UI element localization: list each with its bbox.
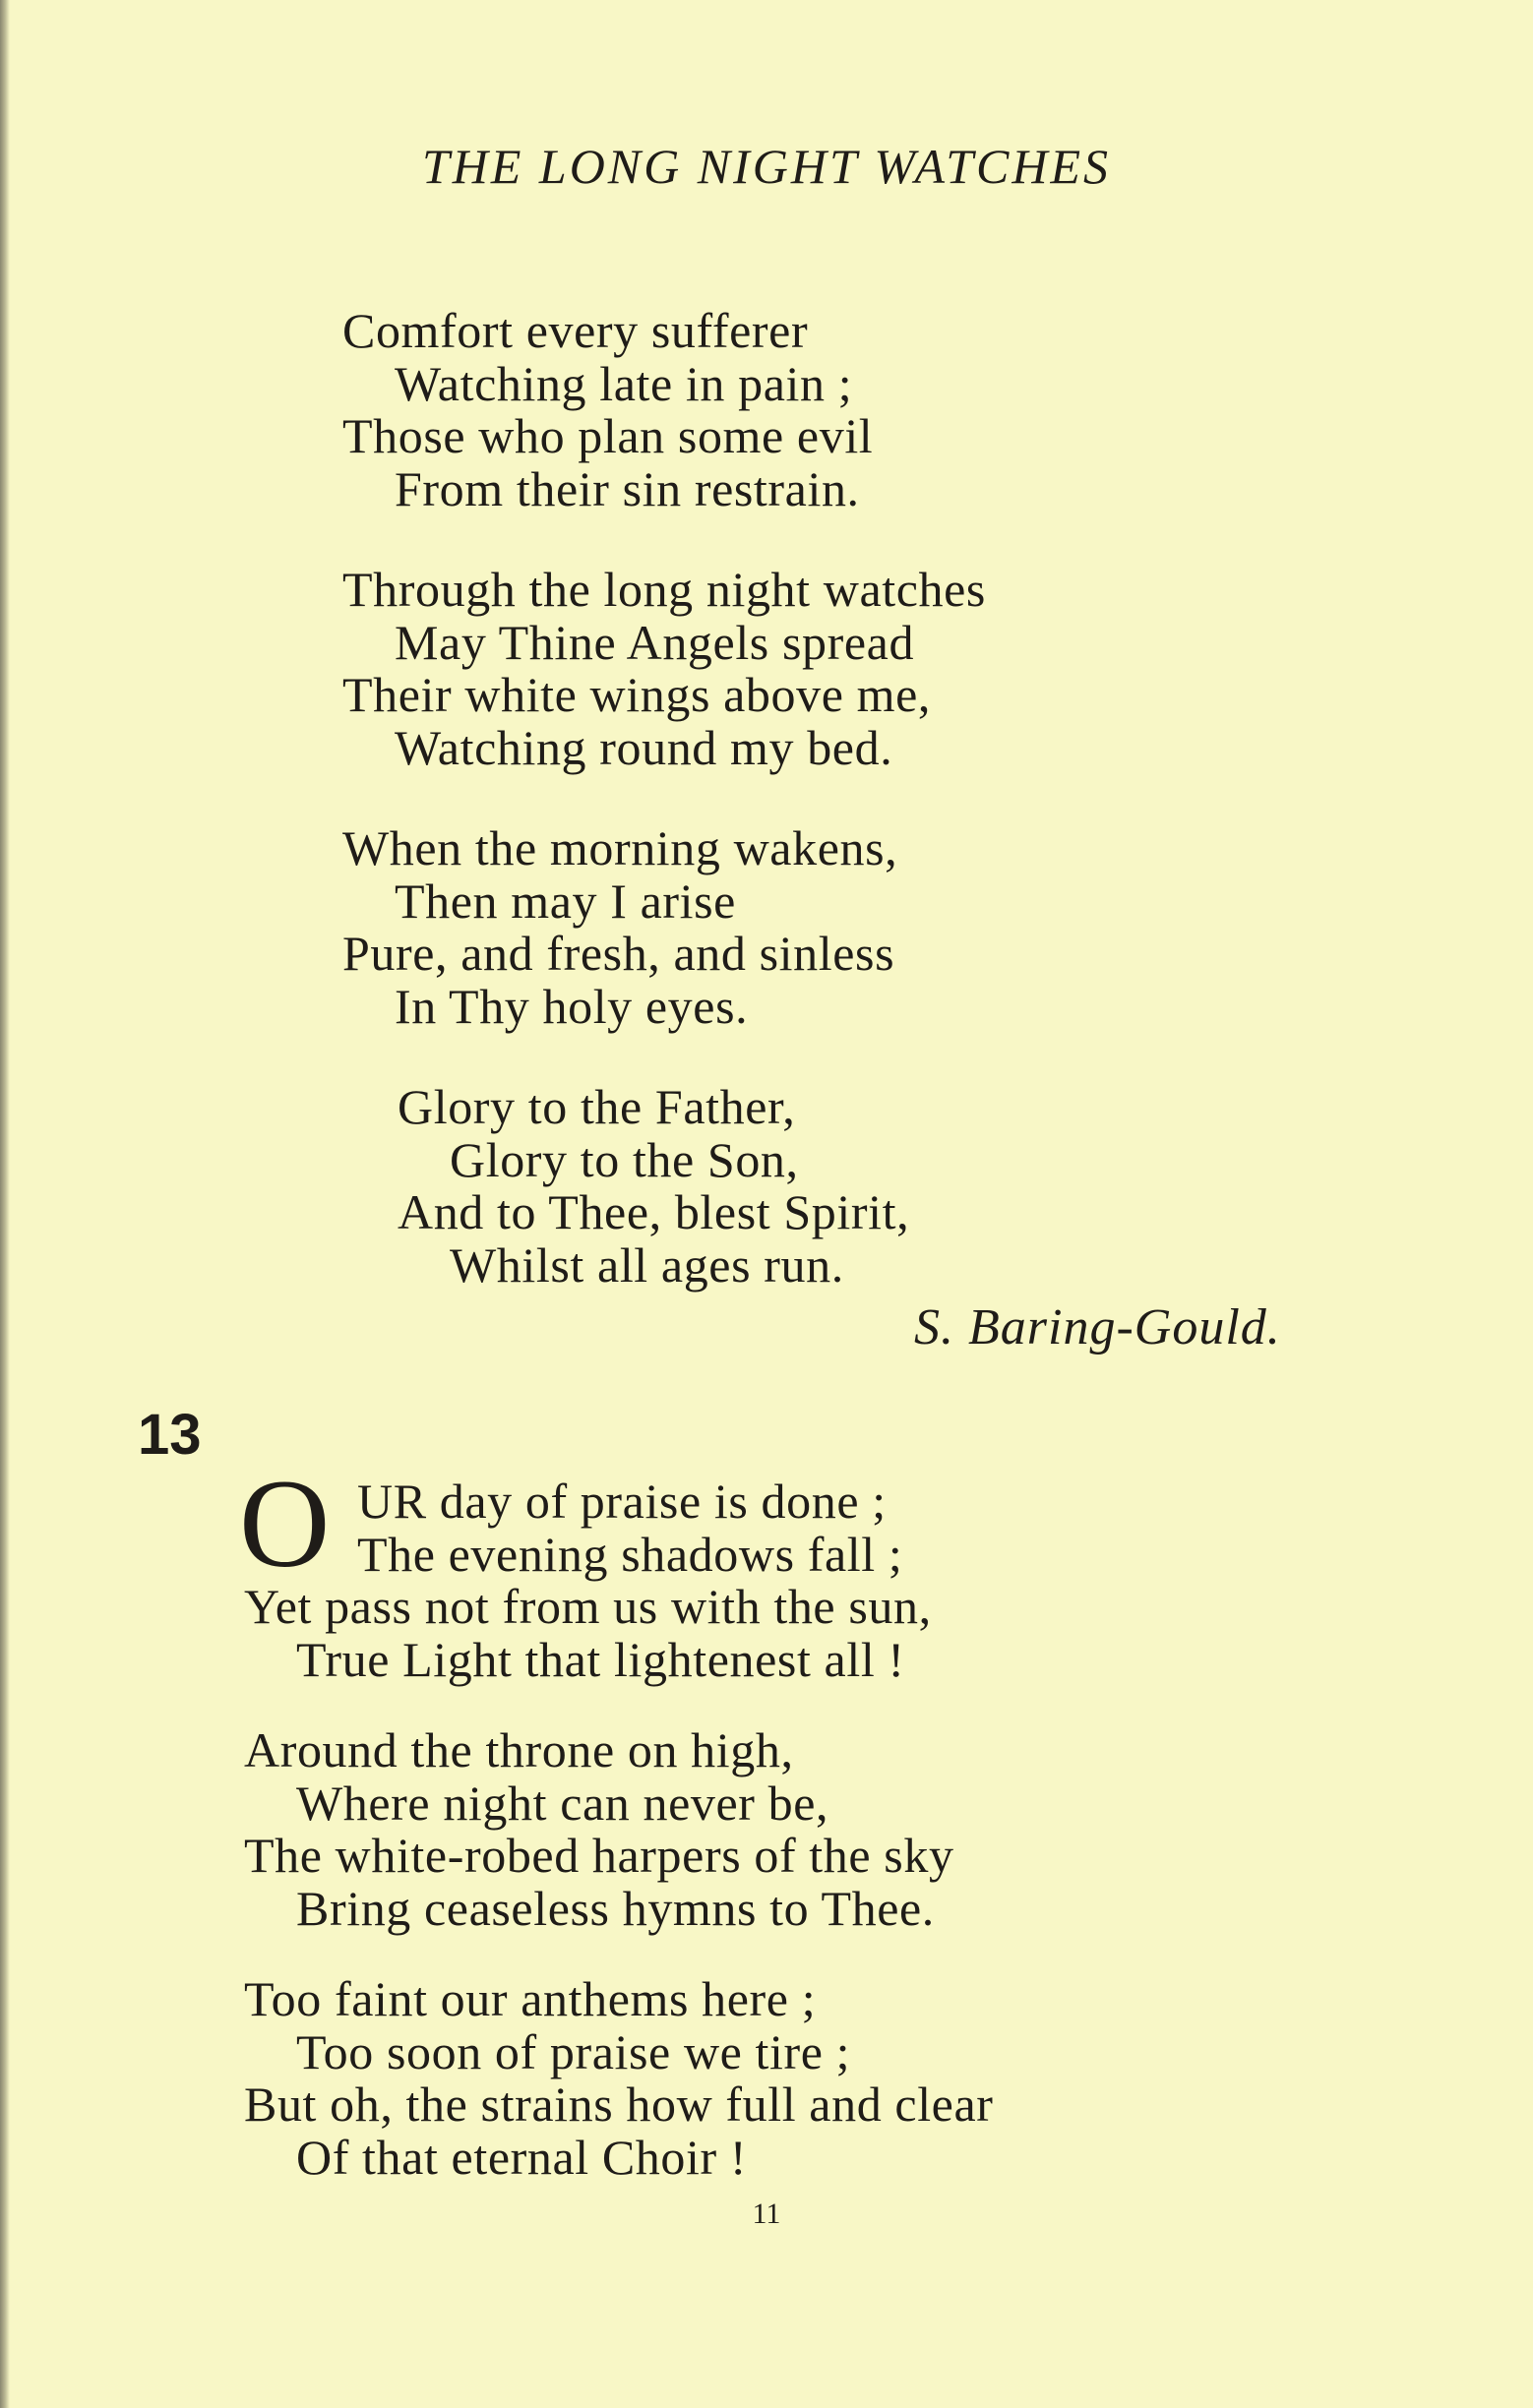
verse-line: Through the long night watches [342, 562, 986, 617]
verse-line: And to Thee, blest Spirit, [398, 1184, 910, 1239]
hymn-12-stanza-3 [342, 822, 897, 1033]
verse-line: When the morning wakens, [342, 820, 898, 875]
drop-cap: O [239, 1454, 331, 1594]
verse-line: But oh, the strains how full and clear [244, 2077, 994, 2132]
verse-line: Whilst all ages run. [450, 1236, 844, 1293]
verse-line: May Thine Angels spread [395, 614, 915, 670]
verse-line: Too faint our anthems here ; [244, 1971, 817, 2026]
hymn-13-stanza-2 [244, 1724, 954, 1935]
verse-line: Around the throne on high, [244, 1722, 794, 1777]
verse-line: True Light that lightenest all ! [296, 1631, 905, 1687]
verse-line: Comfort every sufferer [342, 303, 809, 358]
verse-line: UR day of praise is done ; [357, 1474, 887, 1529]
verse-line: Glory to the Son, [450, 1131, 799, 1187]
author-attribution: S. Baring-Gould. [914, 1299, 1281, 1355]
hymn-number: 13 [138, 1403, 202, 1467]
hymn-13-stanza-3 [244, 1973, 994, 2184]
hymn-12-stanza-1 [342, 305, 873, 515]
hymn-12-stanza-2 [342, 564, 986, 774]
running-title: THE LONG NIGHT WATCHES [421, 139, 1112, 194]
page-number: 11 [752, 2197, 781, 2230]
verse-line: The white-robed harpers of the sky [244, 1828, 954, 1883]
verse-line: Those who plan some evil [342, 408, 874, 463]
hymn-13-stanza-1 [244, 1475, 932, 1686]
verse-line: Too soon of praise we tire ; [296, 2023, 851, 2079]
verse-line: Glory to the Father, [398, 1079, 796, 1134]
verse-line: Of that eternal Choir ! [296, 2129, 748, 2185]
hymn-12-doxology [398, 1081, 909, 1292]
verse-line: The evening shadows fall ; [357, 1526, 903, 1582]
verse-line: Yet pass not from us with the sun, [244, 1579, 932, 1634]
verse-line: In Thy holy eyes. [395, 978, 749, 1034]
verse-line: Watching late in pain ; [395, 355, 853, 411]
page-binding-edge [0, 0, 10, 2408]
verse-line: Their white wings above me, [342, 667, 931, 722]
verse-line: Where night can never be, [296, 1775, 829, 1831]
verse-line: Then may I arise [395, 873, 736, 929]
verse-line: Pure, and fresh, and sinless [342, 926, 895, 981]
verse-line: From their sin restrain. [395, 460, 860, 516]
verse-line: Watching round my bed. [395, 719, 893, 775]
verse-line: Bring ceaseless hymns to Thee. [296, 1880, 935, 1936]
